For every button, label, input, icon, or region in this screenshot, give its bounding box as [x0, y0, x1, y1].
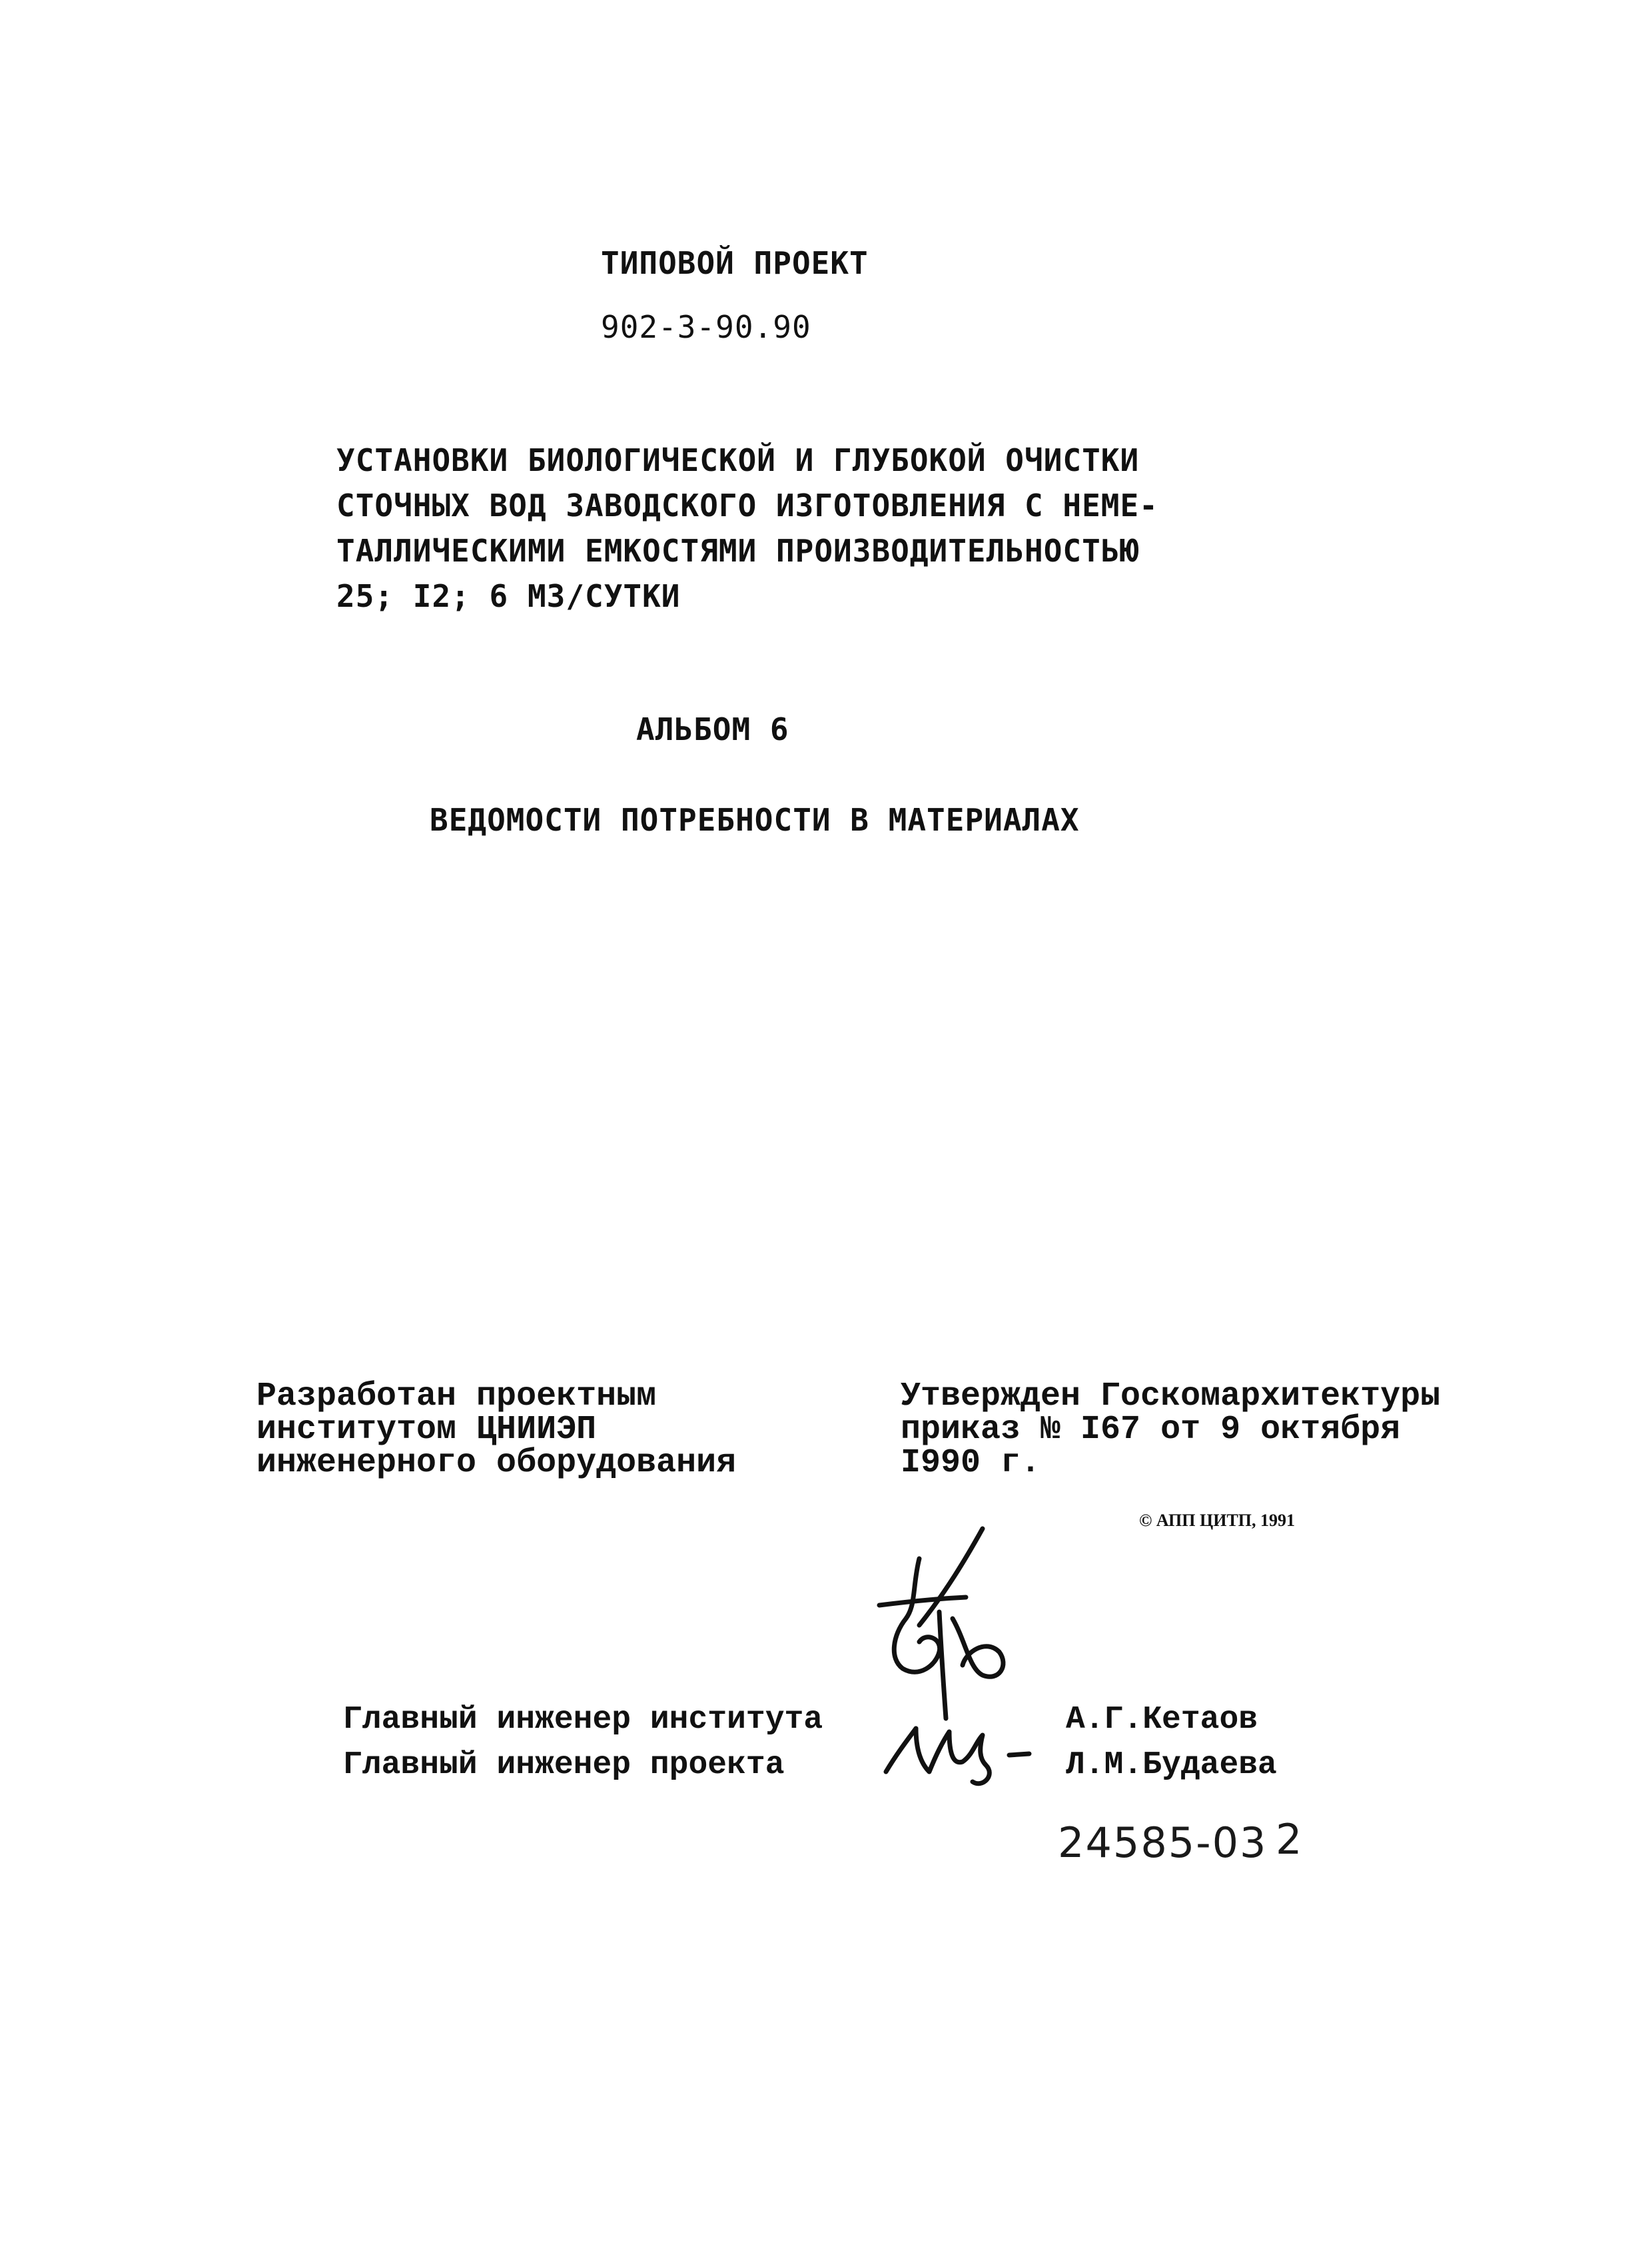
signer-name-1: А.Г.Кетаов — [1066, 1702, 1258, 1738]
approved-by-line-1: Утвержден Госкомархитектуры — [901, 1377, 1441, 1415]
project-title-line-2: СТОЧНЫХ ВОД ЗАВОДСКОГО ИЗГОТОВЛЕНИЯ С НЕМЕ- — [336, 488, 1158, 524]
signer-role-1: Главный инженер института — [343, 1702, 823, 1738]
signer-name-2: Л.М.Будаева — [1066, 1747, 1277, 1783]
developed-by-line-1: Разработан проектным — [256, 1377, 657, 1415]
project-title-line-1: УСТАНОВКИ БИОЛОГИЧЕСКОЙ И ГЛУБОКОЙ ОЧИСТКИ — [336, 442, 1140, 478]
signature-chief-engineer-institute — [866, 1519, 1026, 1725]
signer-role-2: Главный инженер проекта — [343, 1747, 785, 1783]
developed-by-line-2: институтом ЦНИИЭП — [256, 1411, 597, 1449]
approved-by-line-3: I990 г. — [901, 1444, 1041, 1482]
approved-by-line-2: приказ № I67 от 9 октября — [901, 1411, 1401, 1449]
project-title-line-4: 25; I2; 6 М3/СУТКИ — [336, 578, 681, 614]
handwritten-document-number: 24585-03 — [1058, 1818, 1268, 1867]
project-number: 902-3-90.90 — [601, 309, 811, 345]
copyright-notice: © АПП ЦИТП, 1991 — [1139, 1511, 1296, 1530]
developed-by-line-3: инженерного оборудования — [256, 1444, 737, 1482]
project-title-line-3: ТАЛЛИЧЕСКИМИ ЕМКОСТЯМИ ПРОИЗВОДИТЕЛЬНОСТЬЮ — [336, 533, 1140, 569]
album-label: АЛЬБОМ 6 — [636, 711, 789, 747]
handwritten-page-number: 2 — [1276, 1815, 1304, 1864]
project-type: ТИПОВОЙ ПРОЕКТ — [601, 245, 869, 281]
album-subtitle: ВЕДОМОСТИ ПОТРЕБНОСТИ В МАТЕРИАЛАХ — [430, 802, 1080, 838]
signature-chief-engineer-project — [866, 1715, 1039, 1795]
